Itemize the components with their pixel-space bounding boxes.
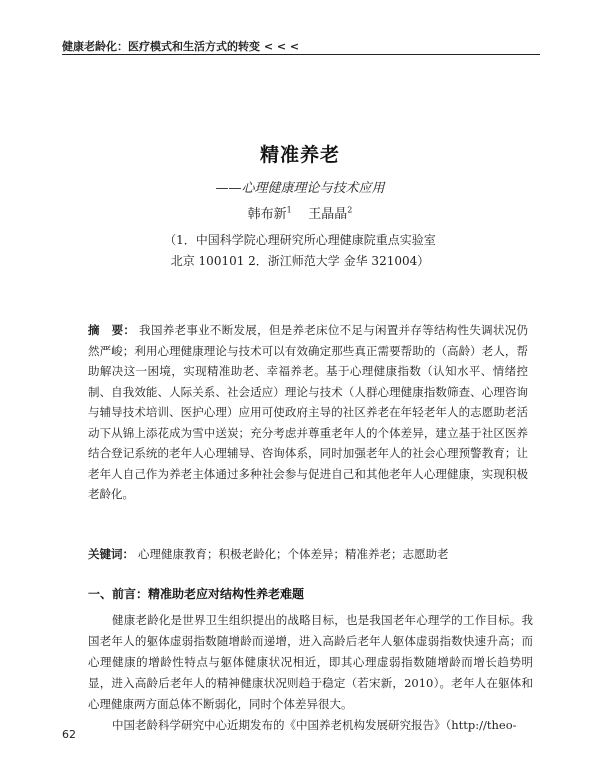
paragraph-2: 中国老龄科学研究中心近期发布的《中国养老机构发展研究报告》（http://theo-: [112, 718, 517, 732]
keywords-text: 心理健康教育；积极老龄化；个体差异；精准养老；志愿助老: [138, 547, 449, 561]
abstract-text: 我国养老事业不断发展，但是养老床位不足与闲置并存等结构性失调状况仍然严峻；利用心理健康理论与技术可以有效确定那些真正需要帮助的（高龄）老人，帮助解决这一困境，实现精准助老、幸福养老。基于心理健康指数（认知水平、情绪控制、自我效能、人际关系、社会适应）理论与技术（人群心理健康指数筛查、心理咨询与辅导技术培训、医护心理）应用可使政府主导的社区养老在年轻老年人的志愿助老活动下从锦上添花成为雪中送炭；充分考虑并尊重老年人的个体差异，建立基于社区医养结合登记系统的老年人心理辅导、咨询体系，同时加强老年人的社会心理预警教育；让老年人自己作为养老主体通过多种社会参与促进自己和其他老年人心理健康，实现积极老龄化。: [88, 323, 529, 501]
author-2-affiliation-mark: 2: [347, 205, 353, 215]
abstract: [88, 320, 528, 505]
article-title: 精准养老: [259, 144, 340, 166]
abstract-label: 摘 要：: [88, 323, 136, 337]
page-number: 62: [62, 728, 76, 741]
author-2: 王晶晶: [308, 207, 348, 222]
author-1-affiliation-mark: 1: [286, 205, 292, 215]
authors: [0, 203, 600, 222]
keywords: [88, 546, 528, 562]
affiliation-line-2: 北京 100101 2．浙江师范大学 金华 321004）: [170, 254, 430, 268]
running-head: 健康老龄化：医疗模式和生活方式的转变 < < <: [62, 40, 300, 53]
article-subtitle: ——心理健康理论与技术应用: [215, 181, 385, 196]
keywords-label: 关键词：: [88, 547, 134, 561]
author-1: 韩布新: [247, 207, 287, 222]
section-heading: 一、前言：精准助老应对结构性养老难题: [88, 587, 305, 601]
affiliation-line-1: （1．中国科学院心理研究所心理健康院重点实验室: [164, 233, 436, 247]
header-rule: [62, 54, 540, 55]
paragraph-1: 健康老龄化是世界卫生组织提出的战略目标，也是我国老年心理学的工作目标。我国老年人的躯体虚弱指数随增龄而递增，进入高龄后老年人躯体虚弱指数快速升高；而心理健康的增龄性特点与躯体健康状况相近，即其心理虚弱指数随增龄而增长趋势明显，进入高龄后老年人的精神健康状况则趋于稳定（若宋新，2010）。老年人在躯体和心理健康两方面总体不断弱化，同时个体差异很大。: [88, 613, 533, 711]
body-text: [88, 610, 533, 736]
